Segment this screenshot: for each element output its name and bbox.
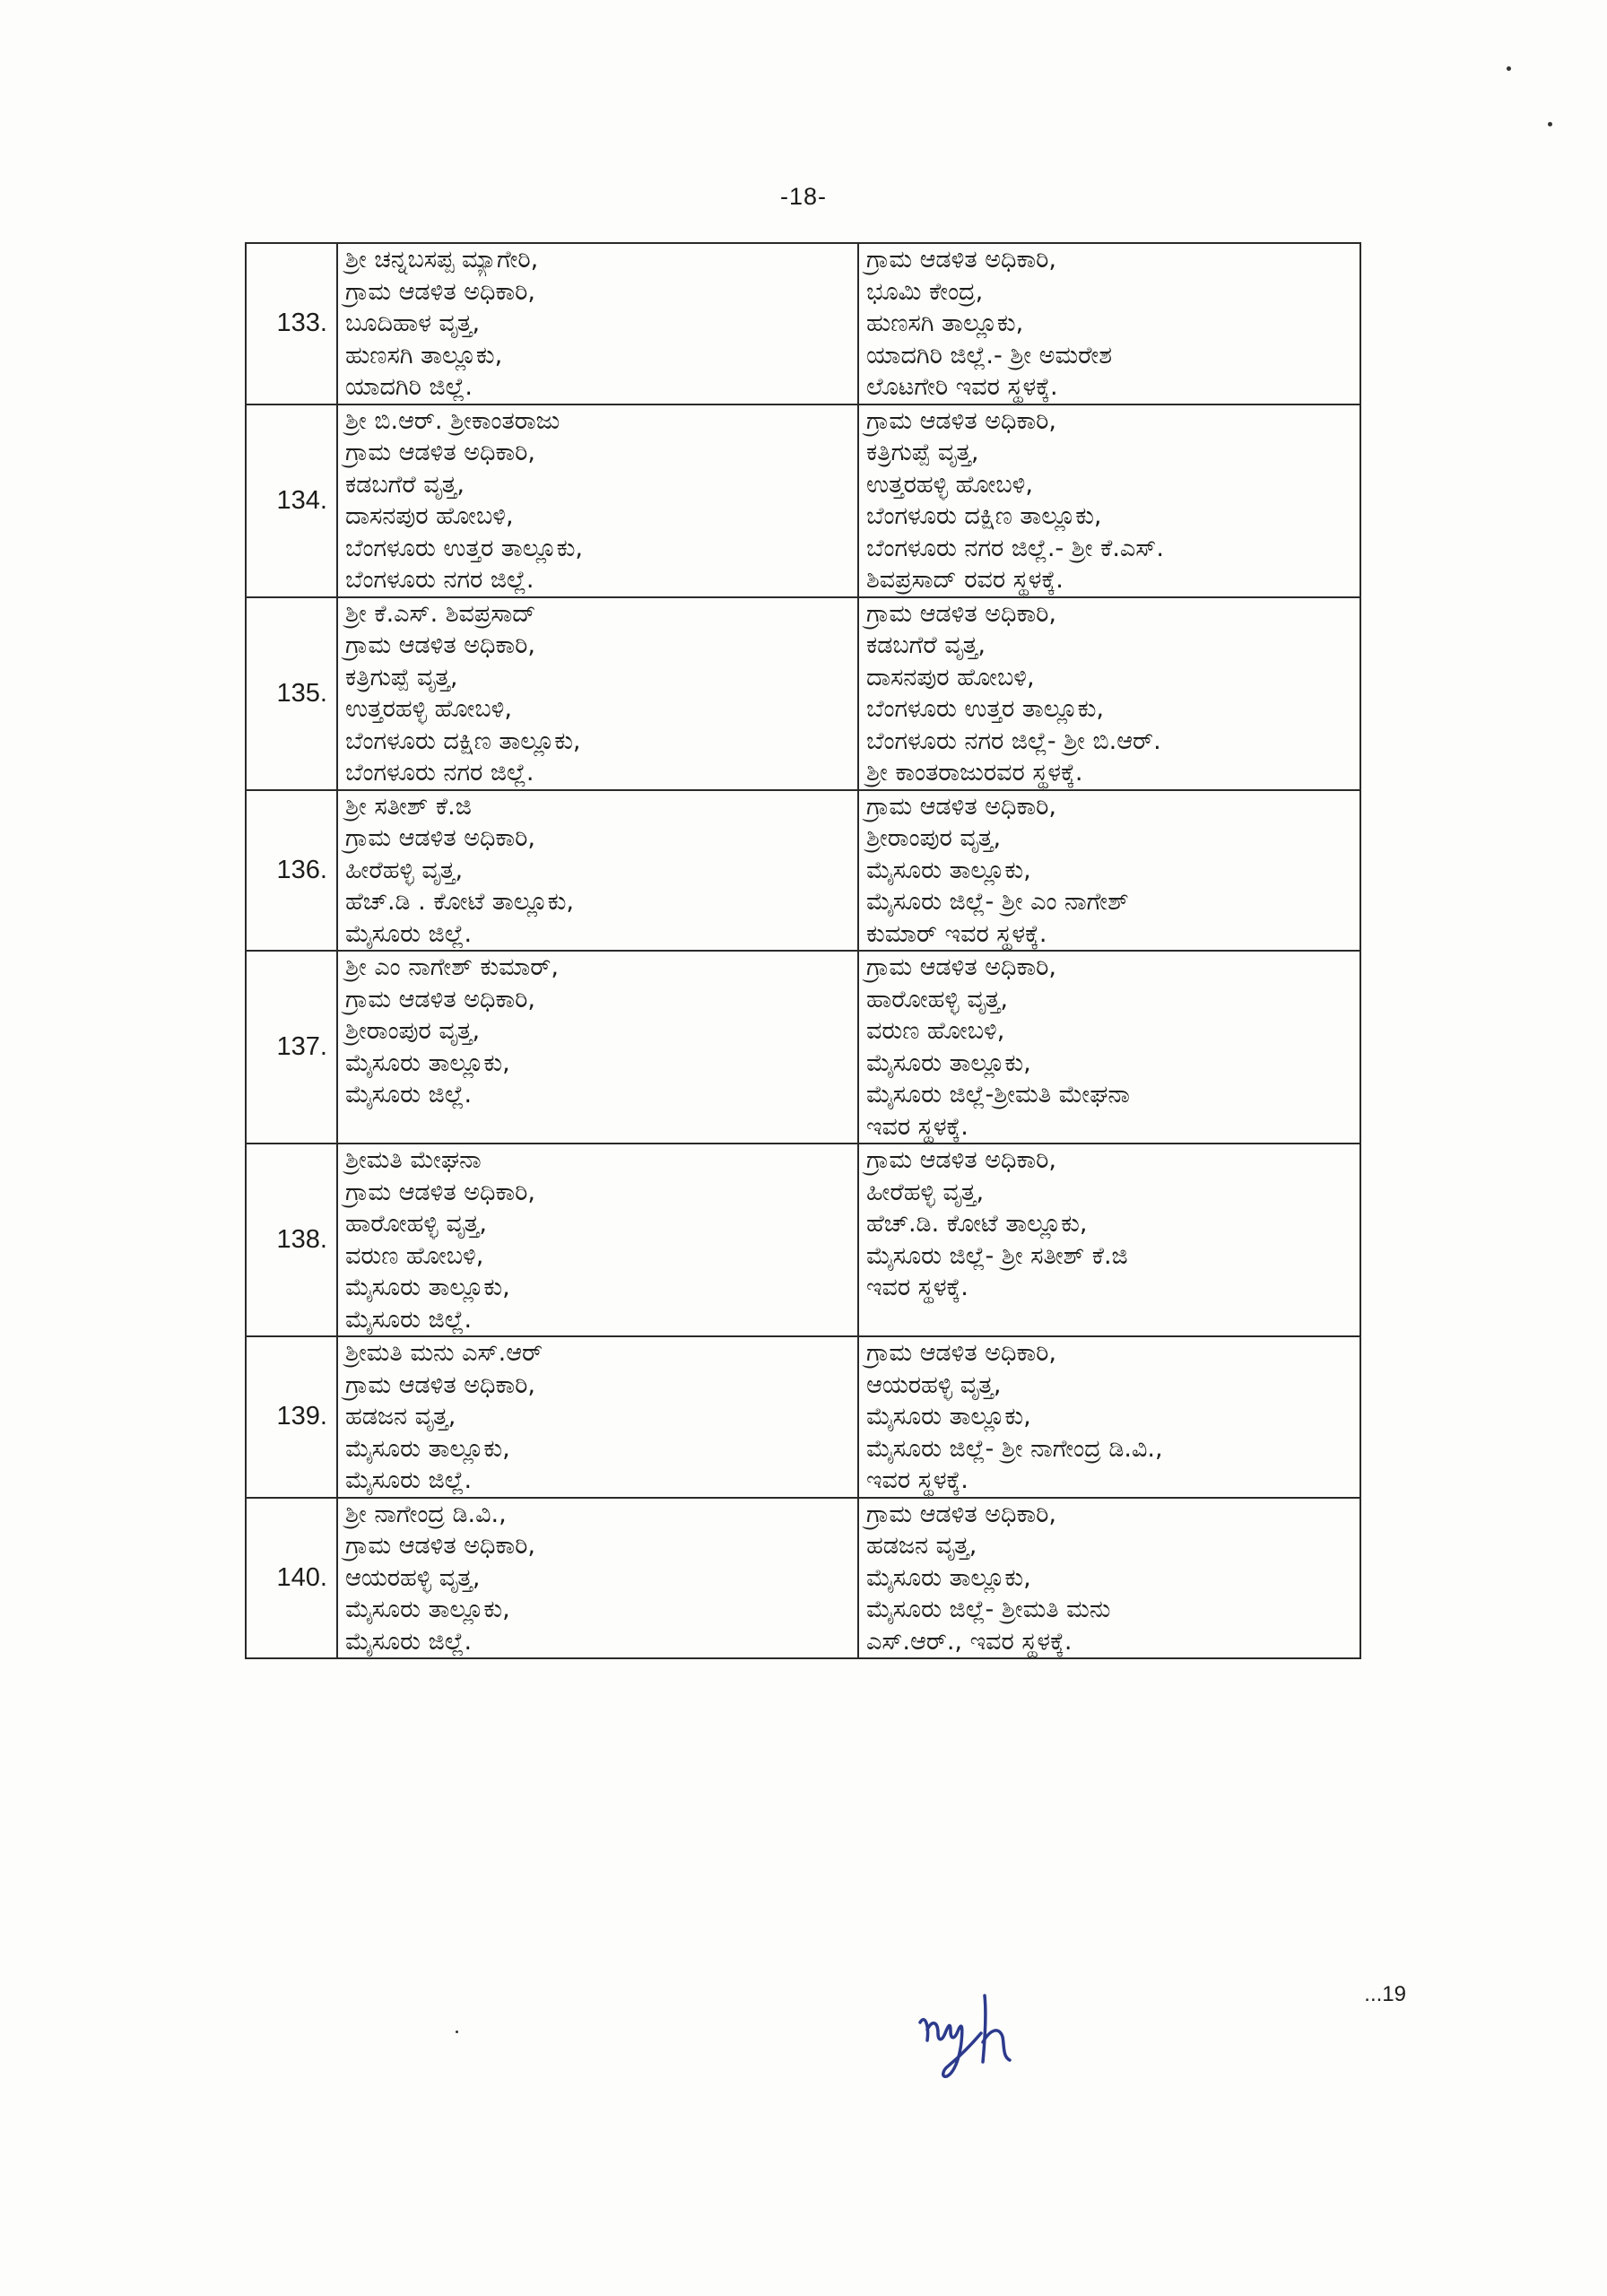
current-posting-line: ಮೈಸೂರು ಜಿಲ್ಲೆ. <box>345 1466 473 1494</box>
transfer-posting-line: ಹುಣಸಗಿ ತಾಲ್ಲೂಕು, <box>866 309 1024 337</box>
signature <box>915 1987 1067 2085</box>
current-posting-line: ಗ್ರಾಮ ಆಡಳಿತ ಅಧಿಕಾರಿ, <box>345 1178 535 1206</box>
transfer-posting-line: ಹಡಜನ ವೃತ್ತ, <box>866 1532 977 1560</box>
current-posting-line: ಗ್ರಾಮ ಆಡಳಿತ ಅಧಿಕಾರಿ, <box>345 1370 535 1399</box>
current-posting-line: ಶ್ರೀ ಸತೀಶ್ ಕೆ.ಜಿ <box>345 792 472 821</box>
serial-number: 136. <box>246 790 337 952</box>
transfer-posting-line: ಮೈಸೂರು ತಾಲ್ಲೂಕು, <box>866 1563 1031 1592</box>
table-row <box>246 1144 1360 1336</box>
current-posting-line: ಮೈಸೂರು ತಾಲ್ಲೂಕು, <box>345 1048 510 1077</box>
current-posting-line: ಹಡಜನ ವೃತ್ತ, <box>345 1403 456 1431</box>
transfer-posting-line: ಮೈಸೂರು ಜಿಲ್ಲೆ- ಶ್ರೀ ಸತೀಶ್ ಕೆ.ಜಿ <box>866 1241 1128 1270</box>
transfer-posting-line: ಮೈಸೂರು ಜಿಲ್ಲೆ-ಶ್ರೀಮತಿ ಮೇಘನಾ <box>866 1081 1130 1109</box>
transfer-posting-line: ಉತ್ತರಹಳ್ಳಿ ಹೋಬಳಿ, <box>866 470 1033 499</box>
transfer-posting-line: ಮೈಸೂರು ಜಿಲ್ಲೆ- ಶ್ರೀ ಎಂ ನಾಗೇಶ್ <box>866 888 1129 916</box>
serial-number: 135. <box>246 597 337 790</box>
serial-number: 137. <box>246 951 337 1144</box>
transfer-posting-line: ಬೆಂಗಳೂರು ದಕ್ಷಿಣ ತಾಲ್ಲೂಕು, <box>866 502 1102 530</box>
current-posting-cell <box>337 597 858 790</box>
transfer-posting-line: ಬೆಂಗಳೂರು ನಗರ ಜಿಲ್ಲೆ.- ಶ್ರೀ ಕೆ.ಎಸ್. <box>866 534 1164 562</box>
current-posting-line: ಮೈಸೂರು ಜಿಲ್ಲೆ. <box>345 1305 473 1334</box>
transfer-posting-line: ಆಯರಹಳ್ಳಿ ವೃತ್ತ, <box>866 1370 1002 1399</box>
current-posting-line: ಗ್ರಾಮ ಆಡಳಿತ ಅಧಿಕಾರಿ, <box>345 824 535 852</box>
current-posting-line: ಮೈಸೂರು ಜಿಲ್ಲೆ. <box>345 1627 473 1656</box>
transfer-posting-line: ಬೆಂಗಳೂರು ನಗರ ಜಿಲ್ಲೆ- ಶ್ರೀ ಬಿ.ಆರ್. <box>866 726 1161 755</box>
serial-number: 138. <box>246 1144 337 1336</box>
transfer-posting-line: ಇವರ ಸ್ಥಳಕ್ಕೆ. <box>866 1274 969 1301</box>
transfer-posting-line: ಹಾರೋಹಳ್ಳಿ ವೃತ್ತ, <box>866 985 1008 1013</box>
current-posting-line: ಗ್ರಾಮ ಆಡಳಿತ ಅಧಿಕಾರಿ, <box>345 1532 535 1560</box>
table-row <box>246 951 1360 1144</box>
transfer-posting-line: ಗ್ರಾಮ ಆಡಳಿತ ಅಧಿಕಾರಿ, <box>866 406 1056 435</box>
transfer-posting-line: ಶ್ರೀರಾಂಪುರ ವೃತ್ತ, <box>866 824 1002 852</box>
current-posting-line: ಹೆಚ್.ಡಿ . ಕೋಟೆ ತಾಲ್ಲೂಕು, <box>345 888 574 916</box>
page-number: -18- <box>779 183 827 210</box>
transfer-posting-line: ಕತ್ರಿಗುಪ್ಪೆ ವೃತ್ತ, <box>866 439 979 466</box>
current-posting-line: ವರುಣ ಹೋಬಳಿ, <box>345 1241 484 1270</box>
current-posting-line: ಮೈಸೂರು ಜಿಲ್ಲೆ. <box>345 1081 473 1109</box>
current-posting-line: ಮೈಸೂರು ಜಿಲ್ಲೆ. <box>345 919 473 948</box>
current-posting-line: ಶ್ರೀ ಎಂ ನಾಗೇಶ್ ಕುಮಾರ್, <box>345 953 559 981</box>
scan-speck <box>1507 66 1511 71</box>
current-posting-line: ಮೈಸೂರು ತಾಲ್ಲೂಕು, <box>345 1434 510 1463</box>
table-row <box>246 243 1360 404</box>
transfer-posting-line: ಗ್ರಾಮ ಆಡಳಿತ ಅಧಿಕಾರಿ, <box>866 1146 1056 1174</box>
transfer-posting-line: ಕುಮಾರ್ ಇವರ ಸ್ಥಳಕ್ಕೆ. <box>866 919 1047 948</box>
transfer-posting-cell <box>858 1144 1360 1336</box>
current-posting-line: ಶ್ರೀ ಬಿ.ಆರ್. ಶ್ರೀಕಾಂತರಾಜು <box>345 406 560 435</box>
table-row <box>246 1498 1360 1659</box>
current-posting-line: ಬೆಂಗಳೂರು ದಕ್ಷಿಣ ತಾಲ್ಲೂಕು, <box>345 726 581 755</box>
transfer-posting-line: ಮೈಸೂರು ತಾಲ್ಲೂಕು, <box>866 856 1031 884</box>
current-posting-line: ಗ್ರಾಮ ಆಡಳಿತ ಅಧಿಕಾರಿ, <box>345 985 535 1013</box>
current-posting-cell <box>337 243 858 404</box>
transfer-posting-line: ಭೂಮಿ ಕೇಂದ್ರ, <box>866 277 984 306</box>
current-posting-cell <box>337 790 858 952</box>
transfer-posting-line: ಗ್ರಾಮ ಆಡಳಿತ ಅಧಿಕಾರಿ, <box>866 953 1056 981</box>
current-posting-line: ಮೈಸೂರು ತಾಲ್ಲೂಕು, <box>345 1596 510 1623</box>
scan-speck <box>1548 122 1552 126</box>
transfer-posting-line: ಎಸ್.ಆರ್., ಇವರ ಸ್ಥಳಕ್ಕೆ. <box>866 1627 1073 1656</box>
current-posting-line: ಗ್ರಾಮ ಆಡಳಿತ ಅಧಿಕಾರಿ, <box>345 631 535 659</box>
current-posting-line: ಹೀರೆಹಳ್ಳಿ ವೃತ್ತ, <box>345 856 464 884</box>
serial-number: 140. <box>246 1498 337 1659</box>
transfer-posting-cell <box>858 597 1360 790</box>
table-row <box>246 790 1360 952</box>
current-posting-cell <box>337 1498 858 1659</box>
transfer-posting-line: ಬೆಂಗಳೂರು ಉತ್ತರ ತಾಲ್ಲೂಕು, <box>866 695 1104 723</box>
serial-number: 133. <box>246 243 337 404</box>
current-posting-cell <box>337 1144 858 1336</box>
current-posting-line: ಮೈಸೂರು ತಾಲ್ಲೂಕು, <box>345 1274 510 1301</box>
current-posting-line: ಶ್ರೀ ಕೆ.ಎಸ್. ಶಿವಪ್ರಸಾದ್ <box>345 599 536 628</box>
transfer-posting-cell <box>858 1336 1360 1498</box>
current-posting-cell <box>337 951 858 1144</box>
transfer-posting-cell <box>858 951 1360 1144</box>
transfer-posting-line: ಹೆಚ್.ಡಿ. ಕೋಟೆ ತಾಲ್ಲೂಕು, <box>866 1210 1088 1238</box>
current-posting-line: ಬೆಂಗಳೂರು ನಗರ ಜಿಲ್ಲೆ. <box>345 759 534 787</box>
transfer-posting-line: ಕಡಬಗೆರೆ ವೃತ್ತ, <box>866 631 986 659</box>
serial-number: 139. <box>246 1336 337 1498</box>
scan-speck <box>456 2031 458 2033</box>
transfer-posting-line: ಮೈಸೂರು ತಾಲ್ಲೂಕು, <box>866 1048 1031 1077</box>
transfer-posting-cell <box>858 1498 1360 1659</box>
table-row <box>246 1336 1360 1498</box>
current-posting-cell <box>337 404 858 597</box>
current-posting-cell <box>337 1336 858 1498</box>
transfer-posting-line: ಗ್ರಾಮ ಆಡಳಿತ ಅಧಿಕಾರಿ, <box>866 246 1056 274</box>
transfer-posting-line: ದಾಸನಪುರ ಹೋಬಳಿ, <box>866 663 1035 691</box>
transfer-posting-line: ಗ್ರಾಮ ಆಡಳಿತ ಅಧಿಕಾರಿ, <box>866 1500 1056 1528</box>
transfer-posting-line: ವರುಣ ಹೋಬಳಿ, <box>866 1017 1005 1045</box>
continuation-note: ...19 <box>1364 1982 1406 2006</box>
transfer-table-body <box>246 243 1360 1658</box>
current-posting-line: ಕಡಬಗೆರೆ ವೃತ್ತ, <box>345 470 465 499</box>
transfer-posting-line: ಶ್ರೀ ಕಾಂತರಾಜುರವರ ಸ್ಥಳಕ್ಕೆ. <box>866 759 1083 787</box>
current-posting-line: ಶ್ರೀ ನಾಗೇಂದ್ರ ಡಿ.ವಿ., <box>345 1500 507 1528</box>
transfer-table <box>245 242 1361 1659</box>
current-posting-line: ಶ್ರೀ ಚನ್ನಬಸಪ್ಪ ಮ್ಯಾಗೇರಿ, <box>345 246 539 274</box>
current-posting-line: ದಾಸನಪುರ ಹೋಬಳಿ, <box>345 502 514 530</box>
transfer-posting-line: ಲೊಟಗೇರಿ ಇವರ ಸ್ಥಳಕ್ಕೆ. <box>866 373 1058 401</box>
transfer-posting-cell <box>858 404 1360 597</box>
current-posting-line: ಗ್ರಾಮ ಆಡಳಿತ ಅಧಿಕಾರಿ, <box>345 277 535 306</box>
transfer-posting-line: ಮೈಸೂರು ತಾಲ್ಲೂಕು, <box>866 1403 1031 1431</box>
transfer-posting-line: ಮೈಸೂರು ಜಿಲ್ಲೆ- ಶ್ರೀಮತಿ ಮನು <box>866 1596 1111 1623</box>
current-posting-line: ಹುಣಸಗಿ ತಾಲ್ಲೂಕು, <box>345 341 503 370</box>
current-posting-line: ಶ್ರೀಮತಿ ಮೇಘನಾ <box>345 1146 482 1174</box>
transfer-posting-line: ಗ್ರಾಮ ಆಡಳಿತ ಅಧಿಕಾರಿ, <box>866 1339 1056 1367</box>
current-posting-line: ಶ್ರೀರಾಂಪುರ ವೃತ್ತ, <box>345 1017 481 1045</box>
table-row <box>246 404 1360 597</box>
current-posting-line: ಶ್ರೀಮತಿ ಮನು ಎಸ್.ಆರ್ <box>345 1339 543 1367</box>
transfer-posting-line: ಇವರ ಸ್ಥಳಕ್ಕೆ. <box>866 1112 969 1141</box>
transfer-posting-line: ಶಿವಪ್ರಸಾದ್ ರವರ ಸ್ಥಳಕ್ಕೆ. <box>866 566 1064 594</box>
current-posting-line: ಬೆಂಗಳೂರು ನಗರ ಜಿಲ್ಲೆ. <box>345 566 534 594</box>
transfer-posting-cell <box>858 790 1360 952</box>
current-posting-line: ಉತ್ತರಹಳ್ಳಿ ಹೋಬಳಿ, <box>345 695 512 723</box>
current-posting-line: ಗ್ರಾಮ ಆಡಳಿತ ಅಧಿಕಾರಿ, <box>345 439 535 466</box>
table-row <box>246 597 1360 790</box>
transfer-posting-line: ಯಾದಗಿರಿ ಜಿಲ್ಲೆ.- ಶ್ರೀ ಅಮರೇಶ <box>866 341 1113 370</box>
current-posting-line: ಬೂದಿಹಾಳ ವೃತ್ತ, <box>345 309 481 337</box>
serial-number: 134. <box>246 404 337 597</box>
current-posting-line: ಹಾರೋಹಳ್ಳಿ ವೃತ್ತ, <box>345 1210 487 1238</box>
transfer-posting-line: ಗ್ರಾಮ ಆಡಳಿತ ಅಧಿಕಾರಿ, <box>866 792 1056 821</box>
transfer-posting-line: ಇವರ ಸ್ಥಳಕ್ಕೆ. <box>866 1466 969 1494</box>
transfer-posting-cell <box>858 243 1360 404</box>
current-posting-line: ಯಾದಗಿರಿ ಜಿಲ್ಲೆ. <box>345 373 473 401</box>
transfer-posting-line: ಗ್ರಾಮ ಆಡಳಿತ ಅಧಿಕಾರಿ, <box>866 599 1056 628</box>
current-posting-line: ಕತ್ರಿಗುಪ್ಪೆ ವೃತ್ತ, <box>345 663 458 691</box>
transfer-posting-line: ಹೀರೆಹಳ್ಳಿ ವೃತ್ತ, <box>866 1178 985 1206</box>
current-posting-line: ಬೆಂಗಳೂರು ಉತ್ತರ ತಾಲ್ಲೂಕು, <box>345 534 583 562</box>
current-posting-line: ಆಯರಹಳ್ಳಿ ವೃತ್ತ, <box>345 1563 481 1592</box>
transfer-posting-line: ಮೈಸೂರು ಜಿಲ್ಲೆ- ಶ್ರೀ ನಾಗೇಂದ್ರ ಡಿ.ವಿ., <box>866 1434 1163 1463</box>
